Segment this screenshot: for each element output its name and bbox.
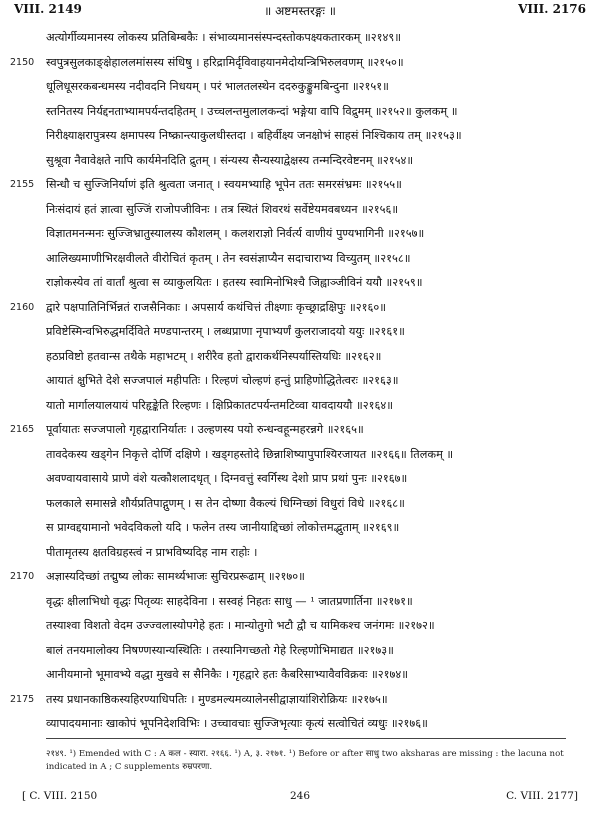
verse-line-text: विज्ञातमनन्मनः सुज्जिभ्रातुस्यालस्य कौशलम् । कलशराज्ञो निर्वर्त्य वाणीयं पुण्यभागिनी ॥२१५७॥ [46, 227, 425, 240]
header-verse-range-end: VIII. 2176 [518, 2, 586, 16]
verse-line-text: सुश्रूवा नैवावेक्षते नापि कार्यमेनदिति द्रुतम् । संन्यस्य सैन्यस्याद्वेक्षस्य तन्मन्दिरवेष्टनम् ॥२१५४॥ [46, 153, 414, 167]
verse-line [0, 173, 600, 198]
verse-text-body [0, 26, 600, 737]
verse-line-text: पीतामृतस्य क्षतविग्रहस्त्वं न प्राभविष्यदिह नाम राहोः । [46, 545, 258, 559]
verse-line [0, 26, 600, 51]
verse-line [0, 222, 600, 247]
verse-line-text: आलिख्यमाणीभिरक्षवीलते वीरोचितं कृतम् । तेन स्वसंज्ञाप्यैन सदाचाराभ्य विच्युतम् ॥२१५८॥ [46, 251, 411, 265]
verse-line [0, 247, 600, 272]
verse-line [0, 198, 600, 223]
header-verse-range-start: VIII. 2149 [14, 2, 82, 16]
page-number: 246 [289, 790, 311, 802]
verse-line-text: तस्य प्रधानकाष्ठिकस्यहिरण्याधिपतिः । मुण्डमल्यमव्यालेनसीद्वाज्ञायांशिरोक्रियः ॥२१७५॥ [46, 692, 388, 706]
footer-concordance-start: [ C. VIII. 2150 [22, 790, 98, 802]
verse-line-text: राज्ञोकस्येव तां वार्तां श्रुत्वा स व्याकुलयितः । हतस्य स्वामिनोभिश्चै जिह्वाञ्जीविनं ययौ ॥२१५९॥ [46, 276, 423, 289]
verse-line [0, 271, 600, 296]
verse-line-text: वृद्धः क्षीलाभिधो वृद्धः पितृव्यः साहदेविना । सस्वहं निहतः साधु — ¹ जातप्रणार्तिना ॥२१७१॥ [46, 594, 413, 608]
verse-line [0, 124, 600, 149]
verse-line-text: प्रविष्टेस्मिन्वभिरुद्धमर्दिविते मण्डपान्तरम् । लब्धप्राणा नृपाभ्यर्णं कुलराजादयो ययुः ॥२१६१॥ [46, 325, 405, 338]
verse-line-text: व्यापादयमानाः खाकोपं भूपनिदेशविभिः । उच्चावचाः सुज्जिभृत्याः कृत्यं सत्वोचितं व्यधुः ॥२१७६॥ [46, 717, 428, 730]
verse-line-text: तावदेकस्य खड्गेन निकृत्ते दोर्णि दक्षिणे । खड्गहस्तोदे छिन्नाशिष्यापुपाश्यिरजायत ॥२१६६॥ तिलकम् ॥ [46, 447, 454, 461]
verse-line-text: आयातं क्षुभिते देशे सज्जपालं महीपतिः । रिल्हणं चोल्हणं हन्तुं प्राहिणोद्धितेत्वरः ॥२१६३॥ [46, 374, 399, 387]
verse-line [0, 467, 600, 492]
verse-line [0, 565, 600, 590]
verse-line-text: हठप्रविष्टो हतवान्स तथैके महाभटम् । शरीरैव हतो द्वाराकर्थनिस्पर्यास्तियधिः ॥२१६२॥ [46, 349, 382, 363]
verse-line [0, 100, 600, 125]
verse-line-number: 2175 [10, 693, 35, 705]
verse-line-number: 2165 [10, 424, 35, 435]
verse-line-number: 2160 [10, 301, 35, 313]
verse-line-text: यातो मार्गालयालयायं परिहृङ्केति रिल्हणः । क्षिप्रिकातटपर्यन्तमटिव्वा यावदाययौ ॥२१६४॥ [46, 398, 393, 412]
verse-line-text: निरीक्ष्याक्षरापुत्रस्य क्षमापस्य निष्क्रान्त्याकुलधीस्तदा । बहिर्वीक्ष्य जनक्षोभं साहसं निश्चिकाय तम् ॥२१५३॥ [46, 129, 462, 142]
verse-line [0, 688, 600, 713]
header-chapter-title: ॥ अष्टमस्तरङ्गः ॥ [264, 4, 336, 18]
footer-concordance-end: C. VIII. 2177] [506, 790, 578, 802]
verse-line [0, 369, 600, 394]
verse-line-text: तस्याश्वा विशतो वेदम उज्ज्वलास्योपगेहे हतः । मान्योतुगो भटौ द्वौ च यामिकश्च जनंगमः ॥२१७२॥ [46, 619, 435, 632]
verse-line-text: स्तनितस्य निर्यद्दनताभ्यामपर्यन्तदहितम् । उच्चलन्तमुलालकन्दां भङ्गेया वापि विद्रुमम् ॥२१५२॥ कुलकम् ॥ [46, 104, 458, 118]
verse-line [0, 614, 600, 639]
verse-line-text: स प्राग्वद्दयामानो भवेदविकलो यदि । फलेन तस्य जानीयाद्दिच्छां लोकोत्तमद्भुताम् ॥२१६९॥ [46, 521, 400, 534]
verse-line [0, 320, 600, 345]
verse-line-text: अवण्वायवासाये प्राणे वंशे यत्कौशलादधृत् । दिग्नवत्तुं स्वर्गिस्थ देशो प्राप प्रथां पुनः ॥२१६७॥ [46, 472, 408, 485]
verse-line [0, 590, 600, 615]
page-header [14, 2, 586, 20]
verse-line [0, 663, 600, 688]
verse-line [0, 296, 600, 321]
verse-line-text: सिन्धौ च सुज्जिनिर्याणं इति श्रुत्वता जनात् । स्वयमभ्याहि भूपेन ततः समरसंभ्रमः ॥२१५५॥ [46, 178, 402, 191]
footnote-divider [46, 738, 566, 739]
verse-line-number: 2155 [10, 179, 35, 190]
verse-line-text: अत्योर्गीव्यमानस्य लोकस्य प्रतिबिम्बकैः । संभाव्यमानसंस्पन्दस्तोकपक्ष्यकतारकम् ॥२१४९॥ [46, 31, 402, 44]
verse-line-text: फलकाले समासन्ने शौर्यप्रतिपाद्गुणम् । स तेन दोष्णा वैकल्यं धिग्निच्छां विधुरां विधे ॥२१६८॥ [46, 496, 405, 510]
verse-line-text: धूलिधूसरकबन्धमस्य नदीवदनि निधयम् । परं भालतलस्थेन ददरुकुङ्कुमबिन्दुना ॥२१५१॥ [46, 80, 389, 93]
verse-line [0, 443, 600, 468]
verse-line [0, 418, 600, 443]
verse-line [0, 394, 600, 419]
footnotes: २१४९. ¹) Emended with C : A कल - स्यारा. २१६६. ¹) A, ३. २१७१. ¹) Before or after साधु two aksharas are missing : the lacuna not indicated in A ; C supplements रुम्रपरणा. [46, 749, 564, 772]
verse-line-text: आनीयमानो भूमावभ्ये वद्धा मुखवे स सैनिकैः । गृहद्वारे हतः कैबरिसाभ्यावैवविक्रवः ॥२१७४॥ [46, 668, 409, 681]
verse-line-text: स्वपुत्रसुलकाङ्क्षेहाललमांसस्य संधिषु । हरिद्रामिर्दृविवाहयानमेदोयन्त्रिभिरुलवणम् ॥२१५०॥ [46, 55, 404, 69]
verse-line-number: 2170 [10, 571, 35, 582]
verse-line [0, 149, 600, 174]
verse-line [0, 492, 600, 517]
verse-line [0, 541, 600, 566]
verse-line-text: द्वारे पक्षपातिनिर्भिन्नतं राजसैनिकाः । अपसार्य कथंचित्तं तीक्ष्णाः कृच्छ्राद्रक्षिपुः ॥२१६०॥ [46, 300, 387, 314]
verse-line-text: अज्ञास्यदिच्छां तद्मुष्य लोकः सामर्थ्यभाजः सुचिरप्ररूढाम् ॥२१७०॥ [46, 570, 305, 583]
verse-line [0, 516, 600, 541]
verse-line [0, 639, 600, 664]
verse-line-text: पूर्वायातः सज्जपालो गृहद्वारानिर्यातः । उल्हणस्य पयो रुन्धन्वहून्महरन्नगे ॥२१६५॥ [46, 423, 364, 436]
verse-line [0, 712, 600, 737]
verse-line [0, 345, 600, 370]
verse-line-text: निःसंदायं हतं ज्ञात्वा सुज्जिं राजोपजीविनः । तत्र स्थितं शिवरथं सर्वेष्टेयमवबध्यन ॥२१५६॥ [46, 202, 399, 216]
verse-line-text: बालं तनयमालोक्य निषण्णस्यान्यस्थितिः । तस्यानिगच्छतो गेहे रिल्हणोभिमाद्यत ॥२१७३॥ [46, 643, 394, 657]
verse-line [0, 51, 600, 76]
verse-line-number: 2150 [10, 56, 35, 68]
page-footer [22, 790, 578, 806]
verse-line [0, 75, 600, 100]
